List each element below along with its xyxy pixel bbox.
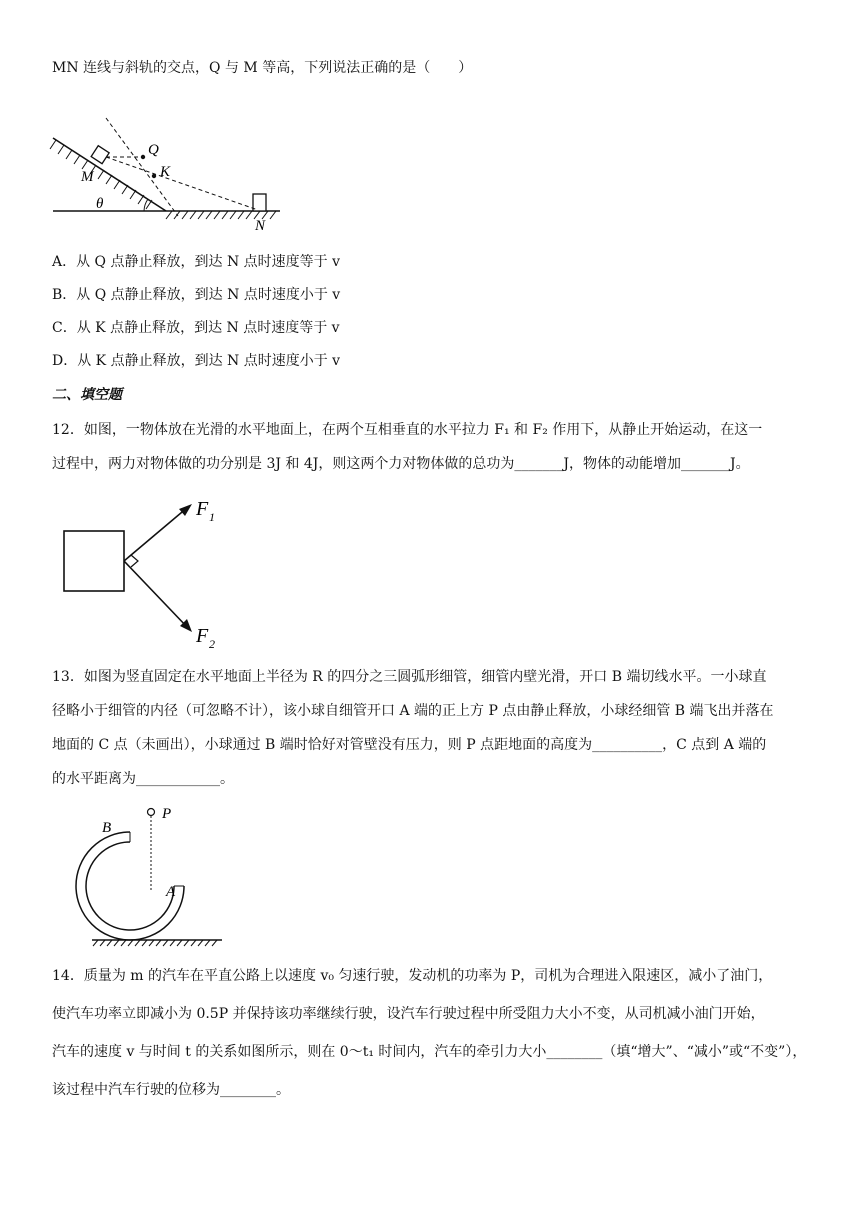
label-F2-sub: 2 [209, 637, 215, 651]
q13-line2: 径略小于细管的内径（可忽略不计），该小球自细管开口 A 端的正上方 P 点由静止释放，小球经细管 B 端飞出并落在 [52, 703, 774, 719]
option-b: B．从 Q 点静止释放，到达 N 点时速度小于 v [52, 287, 341, 303]
label-F1-sub: 1 [209, 510, 215, 524]
option-d: D．从 K 点静止释放，到达 N 点时速度小于 v [52, 353, 341, 369]
label-N: N [255, 218, 266, 234]
label-theta: θ [96, 196, 104, 212]
label-F2: F [196, 625, 209, 647]
q12-line1: 12．如图，一物体放在光滑的水平地面上，在两个互相垂直的水平拉力 F₁ 和 F₂ 作用下，从静止开始运动，在这一 [52, 422, 763, 438]
label-B: B [102, 820, 112, 836]
option-a: A．从 Q 点静止释放，到达 N 点时速度等于 v [52, 254, 340, 270]
q14-line2: 使汽车功率立即减小为 0.5P 并保持该功率继续行驶，设汽车行驶过程中所受阻力大小不变，从司机减小油门开始， [52, 1006, 765, 1022]
q14-line1: 14．质量为 m 的汽车在平直公路上以速度 v₀ 匀速行驶，发动机的功率为 P，司机为合理进入限速区，减小了油门， [52, 968, 773, 984]
label-P: P [162, 806, 172, 822]
incline-figure [48, 118, 288, 233]
label-M: M [81, 169, 94, 185]
label-A: A [166, 884, 176, 900]
option-c: C．从 K 点静止释放，到达 N 点时速度等于 v [52, 320, 340, 336]
force-figure [58, 495, 238, 655]
q14-line4: 该过程中汽车行驶的位移为________。 [52, 1082, 290, 1098]
label-Q: Q [148, 142, 159, 158]
q12-line2: 过程中，两力对物体做的功分别是 3J 和 4J，则这两个力对物体做的总功为_______J，物体的动能增加_______J。 [52, 456, 750, 472]
label-K: K [160, 164, 171, 180]
label-F1: F [196, 498, 209, 520]
q13-line1: 13．如图为竖直固定在水平地面上半径为 R 的四分之三圆弧形细管，细管内壁光滑，开口 B 端切线水平。一小球直 [52, 669, 767, 685]
question-11-stem: MN 连线与斜轨的交点，Q 与 M 等高，下列说法正确的是（ ） [52, 60, 473, 76]
q13-line3: 地面的 C 点（未画出），小球通过 B 端时恰好对管壁没有压力，则 P 点距地面的高度为__________，C 点到 A 端的 [52, 737, 767, 753]
q13-line4: 的水平距离为____________。 [52, 771, 234, 787]
tube-figure [52, 800, 232, 950]
section-title: 二、填空题 [52, 387, 122, 403]
q14-line3: 汽车的速度 v 与时间 t 的关系如图所示，则在 0～t₁ 时间内，汽车的牵引力大小________（填“增大”、“减小”或“不变”）， [52, 1044, 807, 1060]
